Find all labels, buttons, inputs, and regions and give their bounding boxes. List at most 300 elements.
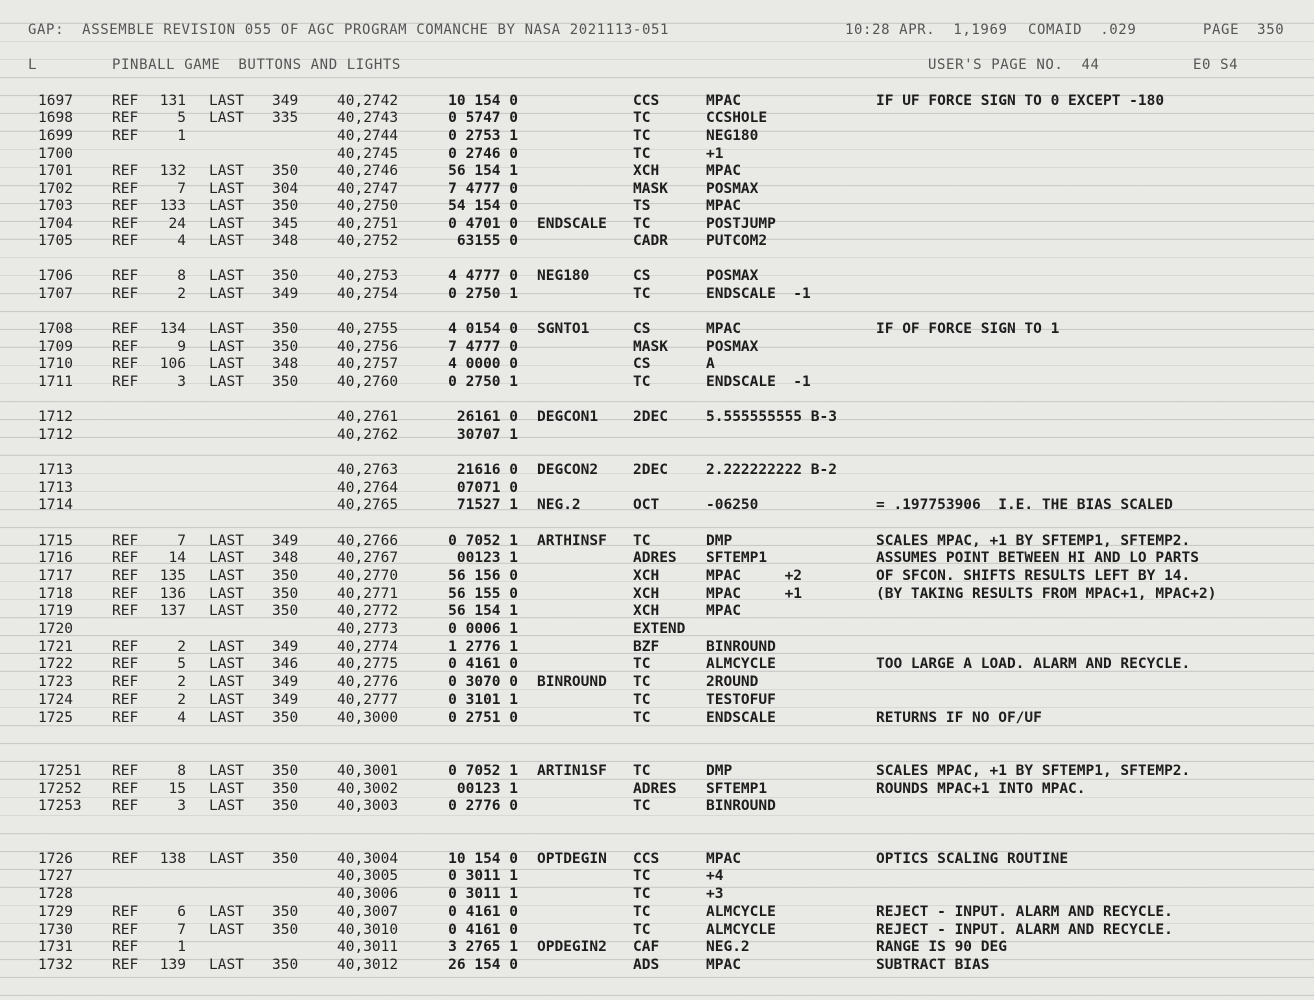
ref-keyword: REF xyxy=(112,798,139,814)
ref-number: 5 xyxy=(177,110,186,126)
operand: ALMCYCLE xyxy=(706,904,776,920)
address: 40,3002 xyxy=(337,781,399,797)
machine-code: 56 154 1 xyxy=(448,603,518,619)
line-number: 1725 xyxy=(38,710,73,726)
ref-keyword: REF xyxy=(112,904,139,920)
operand: CCSHOLE xyxy=(706,110,768,126)
operand: NEG180 xyxy=(706,128,759,144)
ref-number: 135 xyxy=(159,568,186,584)
ref-number: 138 xyxy=(159,851,186,867)
listing-row xyxy=(0,109,1314,127)
machine-code: 4 0000 0 xyxy=(448,356,518,372)
listing-row xyxy=(0,532,1314,550)
line-number: 1719 xyxy=(38,603,73,619)
line-number: 1712 xyxy=(38,427,73,443)
opcode: TC xyxy=(633,674,651,690)
opcode: TC xyxy=(633,533,651,549)
machine-code: 10 154 0 xyxy=(448,851,518,867)
machine-code: 00123 1 xyxy=(456,550,518,566)
machine-code: 1 2776 1 xyxy=(448,639,518,655)
line-number: 1718 xyxy=(38,586,73,602)
last-page: 350 xyxy=(272,763,299,779)
line-number: 1711 xyxy=(38,374,73,390)
ref-number: 1 xyxy=(177,939,186,955)
listing-row xyxy=(0,585,1314,603)
opcode: TC xyxy=(633,868,651,884)
ref-number: 7 xyxy=(177,181,186,197)
last-keyword: LAST xyxy=(209,763,244,779)
comment: SCALES MPAC, +1 BY SFTEMP1, SFTEMP2. xyxy=(876,533,1191,549)
last-page: 349 xyxy=(272,639,299,655)
ref-number: 24 xyxy=(168,216,186,232)
listing-mark: L xyxy=(28,57,38,73)
opcode: 2DEC xyxy=(633,462,668,478)
line-number: 1716 xyxy=(38,550,73,566)
machine-code: 63155 0 xyxy=(456,233,518,249)
opcode: MASK xyxy=(633,339,668,355)
ref-keyword: REF xyxy=(112,233,139,249)
address: 40,2762 xyxy=(337,427,399,443)
comment: ASSUMES POINT BETWEEN HI AND LO PARTS xyxy=(876,550,1200,566)
listing-row xyxy=(0,885,1314,903)
last-keyword: LAST xyxy=(209,110,244,126)
ref-keyword: REF xyxy=(112,939,139,955)
address: 40,2744 xyxy=(337,128,399,144)
machine-code: 0 4161 0 xyxy=(448,904,518,920)
ref-number: 1 xyxy=(177,128,186,144)
machine-code: 0 2776 0 xyxy=(448,798,518,814)
last-keyword: LAST xyxy=(209,710,244,726)
comment: REJECT - INPUT. ALARM AND RECYCLE. xyxy=(876,904,1173,920)
machine-code: 21616 0 xyxy=(456,462,518,478)
listing-row xyxy=(0,127,1314,145)
operand: POSTJUMP xyxy=(706,216,776,232)
ref-number: 2 xyxy=(177,286,186,302)
last-keyword: LAST xyxy=(209,798,244,814)
opcode: MASK xyxy=(633,181,668,197)
machine-code: 0 4161 0 xyxy=(448,656,518,672)
ref-number: 7 xyxy=(177,922,186,938)
line-number: 1700 xyxy=(38,146,73,162)
code-label: OPDEGIN2 xyxy=(537,939,607,955)
listing-row xyxy=(0,638,1314,656)
operand: +3 xyxy=(706,886,724,902)
machine-code: 0 2746 0 xyxy=(448,146,518,162)
last-page: 345 xyxy=(272,216,299,232)
code-label: ARTIN1SF xyxy=(537,763,607,779)
line-number: 1713 xyxy=(38,480,73,496)
listing-row xyxy=(0,197,1314,215)
last-page: 350 xyxy=(272,198,299,214)
line-number: 1699 xyxy=(38,128,73,144)
opcode: TC xyxy=(633,216,651,232)
last-keyword: LAST xyxy=(209,674,244,690)
last-keyword: LAST xyxy=(209,851,244,867)
comment: RANGE IS 90 DEG xyxy=(876,939,1007,955)
comment: SCALES MPAC, +1 BY SFTEMP1, SFTEMP2. xyxy=(876,763,1191,779)
opcode: CCS xyxy=(633,93,660,109)
listing-comaid: COMAID .029 xyxy=(1028,22,1137,38)
ref-keyword: REF xyxy=(112,550,139,566)
listing-row xyxy=(0,921,1314,939)
opcode: CAF xyxy=(633,939,660,955)
listing-page-number: PAGE 350 xyxy=(1203,22,1285,38)
ref-number: 134 xyxy=(159,321,186,337)
machine-code: 56 156 0 xyxy=(448,568,518,584)
listing-row xyxy=(0,338,1314,356)
code-label: DEGCON1 xyxy=(537,409,599,425)
last-keyword: LAST xyxy=(209,374,244,390)
ref-number: 4 xyxy=(177,233,186,249)
ref-keyword: REF xyxy=(112,763,139,779)
operand: MPAC +2 xyxy=(706,568,803,584)
ref-keyword: REF xyxy=(112,198,139,214)
address: 40,2742 xyxy=(337,93,399,109)
listing-row xyxy=(0,673,1314,691)
opcode: CCS xyxy=(633,851,660,867)
operand: ENDSCALE -1 xyxy=(706,374,811,390)
operand: BINROUND xyxy=(706,639,776,655)
ref-keyword: REF xyxy=(112,339,139,355)
last-keyword: LAST xyxy=(209,957,244,973)
listing-datetime: 10:28 APR. 1,1969 xyxy=(845,22,1008,38)
comment: RETURNS IF NO OF/UF xyxy=(876,710,1042,726)
ref-keyword: REF xyxy=(112,586,139,602)
address: 40,2746 xyxy=(337,163,399,179)
ref-number: 136 xyxy=(159,586,186,602)
last-keyword: LAST xyxy=(209,603,244,619)
machine-code: 0 3101 1 xyxy=(448,692,518,708)
operand: MPAC xyxy=(706,321,741,337)
last-page: 350 xyxy=(272,922,299,938)
line-number: 1714 xyxy=(38,497,73,513)
ref-number: 3 xyxy=(177,374,186,390)
ref-number: 4 xyxy=(177,710,186,726)
address: 40,2757 xyxy=(337,356,399,372)
opcode: XCH xyxy=(633,568,660,584)
last-keyword: LAST xyxy=(209,163,244,179)
ref-keyword: REF xyxy=(112,374,139,390)
address: 40,2745 xyxy=(337,146,399,162)
ref-number: 7 xyxy=(177,533,186,549)
listing-row xyxy=(0,267,1314,285)
last-page: 350 xyxy=(272,710,299,726)
address: 40,2771 xyxy=(337,586,399,602)
code-label: OPTDEGIN xyxy=(537,851,607,867)
operand: POSMAX xyxy=(706,268,759,284)
address: 40,2761 xyxy=(337,409,399,425)
ref-number: 106 xyxy=(159,356,186,372)
last-keyword: LAST xyxy=(209,321,244,337)
opcode: TC xyxy=(633,110,651,126)
operand: +1 xyxy=(706,146,724,162)
address: 40,3011 xyxy=(337,939,399,955)
last-page: 349 xyxy=(272,674,299,690)
last-page: 350 xyxy=(272,586,299,602)
last-keyword: LAST xyxy=(209,356,244,372)
ref-keyword: REF xyxy=(112,922,139,938)
line-number: 1703 xyxy=(38,198,73,214)
address: 40,3000 xyxy=(337,710,399,726)
opcode: TC xyxy=(633,798,651,814)
opcode: TC xyxy=(633,904,651,920)
ref-number: 3 xyxy=(177,798,186,814)
comment: REJECT - INPUT. ALARM AND RECYCLE. xyxy=(876,922,1173,938)
opcode: XCH xyxy=(633,586,660,602)
line-number: 17251 xyxy=(38,763,82,779)
ref-number: 133 xyxy=(159,198,186,214)
section-title: PINBALL GAME BUTTONS AND LIGHTS xyxy=(112,57,401,73)
line-number: 1723 xyxy=(38,674,73,690)
listing-row xyxy=(0,780,1314,798)
machine-code: 07071 0 xyxy=(456,480,518,496)
ref-number: 14 xyxy=(168,550,186,566)
ref-keyword: REF xyxy=(112,181,139,197)
ref-keyword: REF xyxy=(112,674,139,690)
last-keyword: LAST xyxy=(209,586,244,602)
listing-row xyxy=(0,867,1314,885)
last-page: 350 xyxy=(272,339,299,355)
address: 40,2743 xyxy=(337,110,399,126)
listing-row xyxy=(0,355,1314,373)
last-keyword: LAST xyxy=(209,533,244,549)
ref-keyword: REF xyxy=(112,356,139,372)
listing-row xyxy=(0,620,1314,638)
opcode: ADS xyxy=(633,957,660,973)
line-number: 1706 xyxy=(38,268,73,284)
ref-keyword: REF xyxy=(112,851,139,867)
ref-keyword: REF xyxy=(112,603,139,619)
last-page: 350 xyxy=(272,374,299,390)
last-keyword: LAST xyxy=(209,93,244,109)
opcode: CS xyxy=(633,321,651,337)
address: 40,2752 xyxy=(337,233,399,249)
line-number: 1702 xyxy=(38,181,73,197)
ref-keyword: REF xyxy=(112,128,139,144)
ref-keyword: REF xyxy=(112,710,139,726)
address: 40,2770 xyxy=(337,568,399,584)
ref-keyword: REF xyxy=(112,639,139,655)
machine-code: 4 0154 0 xyxy=(448,321,518,337)
last-page: 350 xyxy=(272,851,299,867)
address: 40,3006 xyxy=(337,886,399,902)
listing-row xyxy=(0,320,1314,338)
code-label: BINROUND xyxy=(537,674,607,690)
last-page: 350 xyxy=(272,904,299,920)
machine-code: 0 7052 1 xyxy=(448,533,518,549)
line-number: 1697 xyxy=(38,93,73,109)
opcode: TC xyxy=(633,286,651,302)
address: 40,2754 xyxy=(337,286,399,302)
opcode: 2DEC xyxy=(633,409,668,425)
machine-code: 0 3070 0 xyxy=(448,674,518,690)
last-keyword: LAST xyxy=(209,268,244,284)
last-keyword: LAST xyxy=(209,656,244,672)
machine-code: 71527 1 xyxy=(456,497,518,513)
address: 40,3007 xyxy=(337,904,399,920)
machine-code: 56 155 0 xyxy=(448,586,518,602)
line-number: 17253 xyxy=(38,798,82,814)
operand: SFTEMP1 xyxy=(706,781,768,797)
machine-code: 0 2750 1 xyxy=(448,286,518,302)
opcode: TS xyxy=(633,198,651,214)
listing-row xyxy=(0,285,1314,303)
machine-code: 4 4777 0 xyxy=(448,268,518,284)
line-number: 1710 xyxy=(38,356,73,372)
opcode: TC xyxy=(633,763,651,779)
code-label: NEG180 xyxy=(537,268,590,284)
address: 40,2766 xyxy=(337,533,399,549)
operand: ALMCYCLE xyxy=(706,922,776,938)
listing-row xyxy=(0,408,1314,426)
line-number: 1708 xyxy=(38,321,73,337)
header-line-2 xyxy=(0,56,1314,74)
listing-row xyxy=(0,850,1314,868)
address: 40,3010 xyxy=(337,922,399,938)
machine-code: 0 3011 1 xyxy=(448,886,518,902)
address: 40,2760 xyxy=(337,374,399,390)
ref-keyword: REF xyxy=(112,957,139,973)
opcode: XCH xyxy=(633,163,660,179)
header-line-1 xyxy=(0,21,1314,39)
opcode: TC xyxy=(633,692,651,708)
address: 40,2775 xyxy=(337,656,399,672)
last-page: 350 xyxy=(272,321,299,337)
comment: IF UF FORCE SIGN TO 0 EXCEPT -180 xyxy=(876,93,1165,109)
machine-code: 7 4777 0 xyxy=(448,339,518,355)
code-label: SGNTO1 xyxy=(537,321,590,337)
opcode: OCT xyxy=(633,497,660,513)
listing-row xyxy=(0,426,1314,444)
address: 40,2772 xyxy=(337,603,399,619)
operand: 2ROUND xyxy=(706,674,759,690)
address: 40,2767 xyxy=(337,550,399,566)
address: 40,2774 xyxy=(337,639,399,655)
last-page: 350 xyxy=(272,568,299,584)
line-number: 1727 xyxy=(38,868,73,884)
opcode: TC xyxy=(633,922,651,938)
listing-row xyxy=(0,373,1314,391)
address: 40,3005 xyxy=(337,868,399,884)
last-page: 350 xyxy=(272,781,299,797)
last-keyword: LAST xyxy=(209,233,244,249)
machine-code: 0 4701 0 xyxy=(448,216,518,232)
address: 40,3012 xyxy=(337,957,399,973)
comment: IF OF FORCE SIGN TO 1 xyxy=(876,321,1060,337)
listing-row xyxy=(0,92,1314,110)
listing-row xyxy=(0,232,1314,250)
line-number: 1721 xyxy=(38,639,73,655)
code-label: NEG.2 xyxy=(537,497,581,513)
machine-code: 3 2765 1 xyxy=(448,939,518,955)
listing-row xyxy=(0,691,1314,709)
opcode: TC xyxy=(633,146,651,162)
listing-row xyxy=(0,479,1314,497)
operand: SFTEMP1 xyxy=(706,550,768,566)
operand: MPAC xyxy=(706,603,741,619)
machine-code: 00123 1 xyxy=(456,781,518,797)
last-page: 349 xyxy=(272,286,299,302)
ref-number: 2 xyxy=(177,674,186,690)
line-number: 1701 xyxy=(38,163,73,179)
opcode: TC xyxy=(633,886,651,902)
machine-code: 0 0006 1 xyxy=(448,621,518,637)
ref-number: 2 xyxy=(177,639,186,655)
ref-keyword: REF xyxy=(112,656,139,672)
operand: MPAC xyxy=(706,163,741,179)
opcode: EXTEND xyxy=(633,621,686,637)
operand: ENDSCALE xyxy=(706,710,776,726)
code-label: ARTHINSF xyxy=(537,533,607,549)
address: 40,2763 xyxy=(337,462,399,478)
operand: MPAC xyxy=(706,957,741,973)
operand: MPAC xyxy=(706,198,741,214)
code-label: ENDSCALE xyxy=(537,216,607,232)
last-page: 348 xyxy=(272,550,299,566)
ref-number: 137 xyxy=(159,603,186,619)
opcode: ADRES xyxy=(633,781,677,797)
opcode: TC xyxy=(633,374,651,390)
last-page: 304 xyxy=(272,181,299,197)
listing-row xyxy=(0,180,1314,198)
line-number: 1717 xyxy=(38,568,73,584)
operand: -06250 xyxy=(706,497,759,513)
listing-row xyxy=(0,215,1314,233)
address: 40,2777 xyxy=(337,692,399,708)
last-keyword: LAST xyxy=(209,198,244,214)
user-page-number: USER'S PAGE NO. 44 xyxy=(928,57,1100,73)
opcode: BZF xyxy=(633,639,660,655)
machine-code: 0 7052 1 xyxy=(448,763,518,779)
opcode: TC xyxy=(633,656,651,672)
machine-code: 7 4777 0 xyxy=(448,181,518,197)
line-number: 1726 xyxy=(38,851,73,867)
operand: 2.222222222 B-2 xyxy=(706,462,837,478)
ref-keyword: REF xyxy=(112,568,139,584)
line-number: 1709 xyxy=(38,339,73,355)
last-page: 346 xyxy=(272,656,299,672)
listing-row xyxy=(0,567,1314,585)
last-keyword: LAST xyxy=(209,216,244,232)
address: 40,2753 xyxy=(337,268,399,284)
machine-code: 0 2751 0 xyxy=(448,710,518,726)
last-page: 350 xyxy=(272,798,299,814)
ref-number: 8 xyxy=(177,268,186,284)
address: 40,3004 xyxy=(337,851,399,867)
last-keyword: LAST xyxy=(209,568,244,584)
line-number: 1704 xyxy=(38,216,73,232)
operand: DMP xyxy=(706,533,733,549)
address: 40,2756 xyxy=(337,339,399,355)
line-number: 1730 xyxy=(38,922,73,938)
machine-code: 0 5747 0 xyxy=(448,110,518,126)
address: 40,2764 xyxy=(337,480,399,496)
ref-number: 5 xyxy=(177,656,186,672)
comment: ROUNDS MPAC+1 INTO MPAC. xyxy=(876,781,1086,797)
listing-row xyxy=(0,602,1314,620)
comment: OF SFCON. SHIFTS RESULTS LEFT BY 14. xyxy=(876,568,1191,584)
opcode: CS xyxy=(633,356,651,372)
line-number: 1698 xyxy=(38,110,73,126)
last-keyword: LAST xyxy=(209,781,244,797)
machine-code: 26 154 0 xyxy=(448,957,518,973)
comment: TOO LARGE A LOAD. ALARM AND RECYCLE. xyxy=(876,656,1191,672)
last-page: 349 xyxy=(272,533,299,549)
operand: +4 xyxy=(706,868,724,884)
listing-title: GAP: ASSEMBLE REVISION 055 OF AGC PROGRAM COMANCHE BY NASA 2021113-051 xyxy=(28,22,670,38)
last-page: 349 xyxy=(272,93,299,109)
last-page: 350 xyxy=(272,268,299,284)
